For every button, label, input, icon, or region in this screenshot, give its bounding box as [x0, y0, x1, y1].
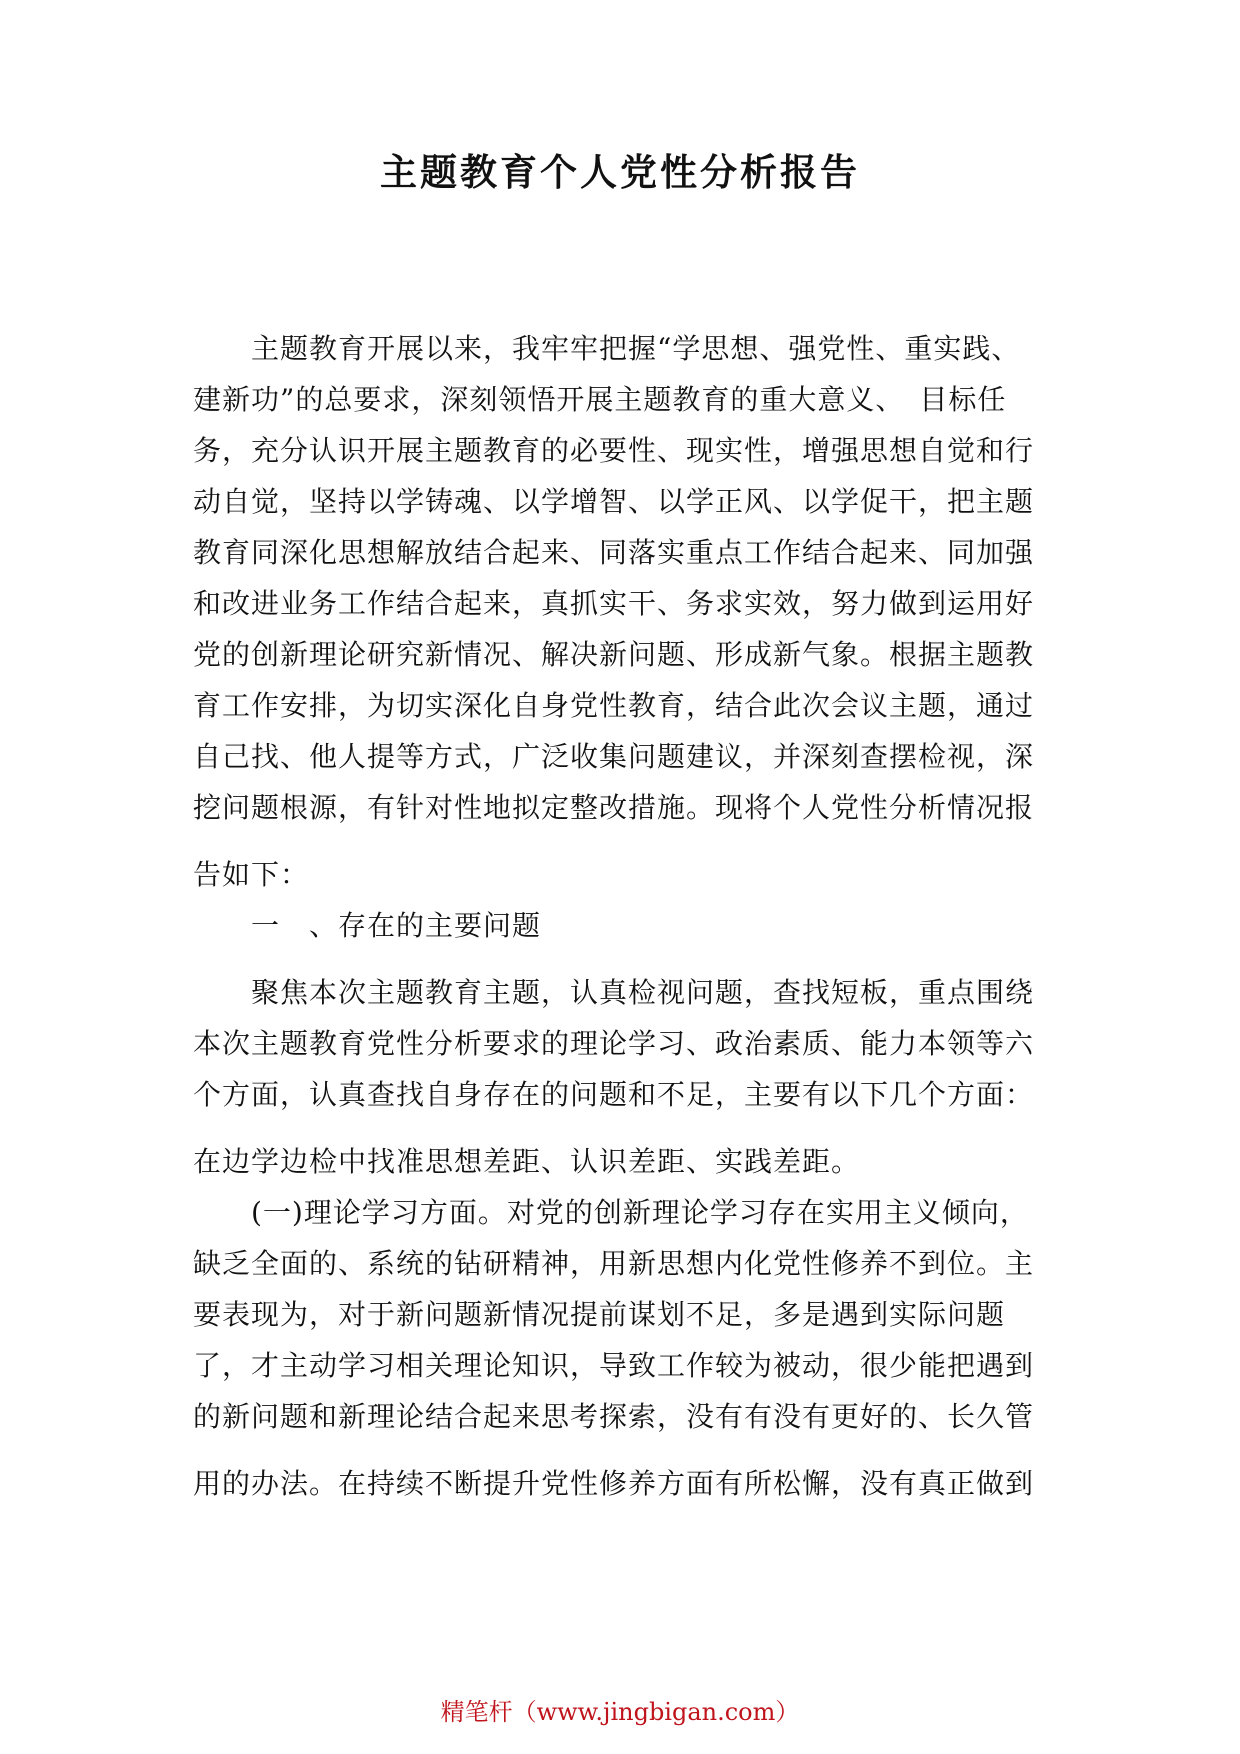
paragraph-line: 和改进业务工作结合起来，真抓实干、务求实效，努力做到运用好: [193, 587, 1035, 620]
paragraph-line: 告如下：: [193, 858, 310, 891]
paragraph-line: 务，充分认识开展主题教育的必要性、现实性，增强思想自觉和行: [193, 434, 1035, 467]
paragraph-line: 主题教育开展以来，我牢牢把握“学思想、强党性、重实践、: [193, 332, 1021, 365]
paragraph-line: 个方面，认真查找自身存在的问题和不足，主要有以下几个方面：: [193, 1078, 1035, 1111]
document-title: 主题教育个人党性分析报告: [380, 150, 860, 194]
paragraph-line: 育工作安排，为切实深化自身党性教育，结合此次会议主题，通过: [193, 689, 1035, 722]
paragraph-line: 动自觉，坚持以学铸魂、以学增智、以学正风、以学促干，把主题: [193, 485, 1035, 518]
spacer: [193, 1120, 1053, 1136]
paragraph-line: 本次主题教育党性分析要求的理论学习、政治素质、能力本领等六: [193, 1027, 1035, 1060]
spacer: [193, 833, 1053, 849]
document-body: [193, 323, 1053, 1509]
paragraph-line: 缺乏全面的、系统的钻研精神，用新思想内化党性修养不到位。主: [193, 1247, 1035, 1280]
section-heading: 一 、存在的主要问题: [193, 909, 542, 942]
paragraph-line: 教育同深化思想解放结合起来、同落实重点工作结合起来、同加强: [193, 536, 1035, 569]
paragraph-line: 了，才主动学习相关理论知识，导致工作较为被动，很少能把遇到: [193, 1349, 1035, 1382]
subsection-line: (一)理论学习方面。对党的创新理论学习存在实用主义倾向，: [193, 1196, 1029, 1229]
paragraph-line: 聚焦本次主题教育主题，认真检视问题，查找短板，重点围绕: [193, 976, 1035, 1009]
spacer: [193, 951, 1053, 967]
paragraph-line: 要表现为，对于新问题新情况提前谋划不足，多是遇到实际问题: [193, 1298, 1006, 1331]
paragraph-line: 用的办法。在持续不断提升党性修养方面有所松懈，没有真正做到: [193, 1467, 1035, 1500]
paragraph-line: 党的创新理论研究新情况、解决新问题、形成新气象。根据主题教: [193, 638, 1035, 671]
paragraph-line: 建新功”的总要求，深刻领悟开展主题教育的重大意义、 目标任: [193, 383, 1007, 416]
paragraph-line: 挖问题根源，有针对性地拟定整改措施。现将个人党性分析情况报: [193, 791, 1035, 824]
spacer: [193, 1442, 1053, 1458]
footer-watermark-link[interactable]: 精笔杆（www.jingbigan.com）: [440, 1698, 800, 1726]
paragraph-line: 的新问题和新理论结合起来思考探索，没有有没有更好的、长久管: [193, 1400, 1035, 1433]
paragraph-line: 自己找、他人提等方式，广泛收集问题建议，并深刻查摆检视，深: [193, 740, 1035, 773]
paragraph-line: 在边学边检中找准思想差距、认识差距、实践差距。: [193, 1145, 861, 1178]
